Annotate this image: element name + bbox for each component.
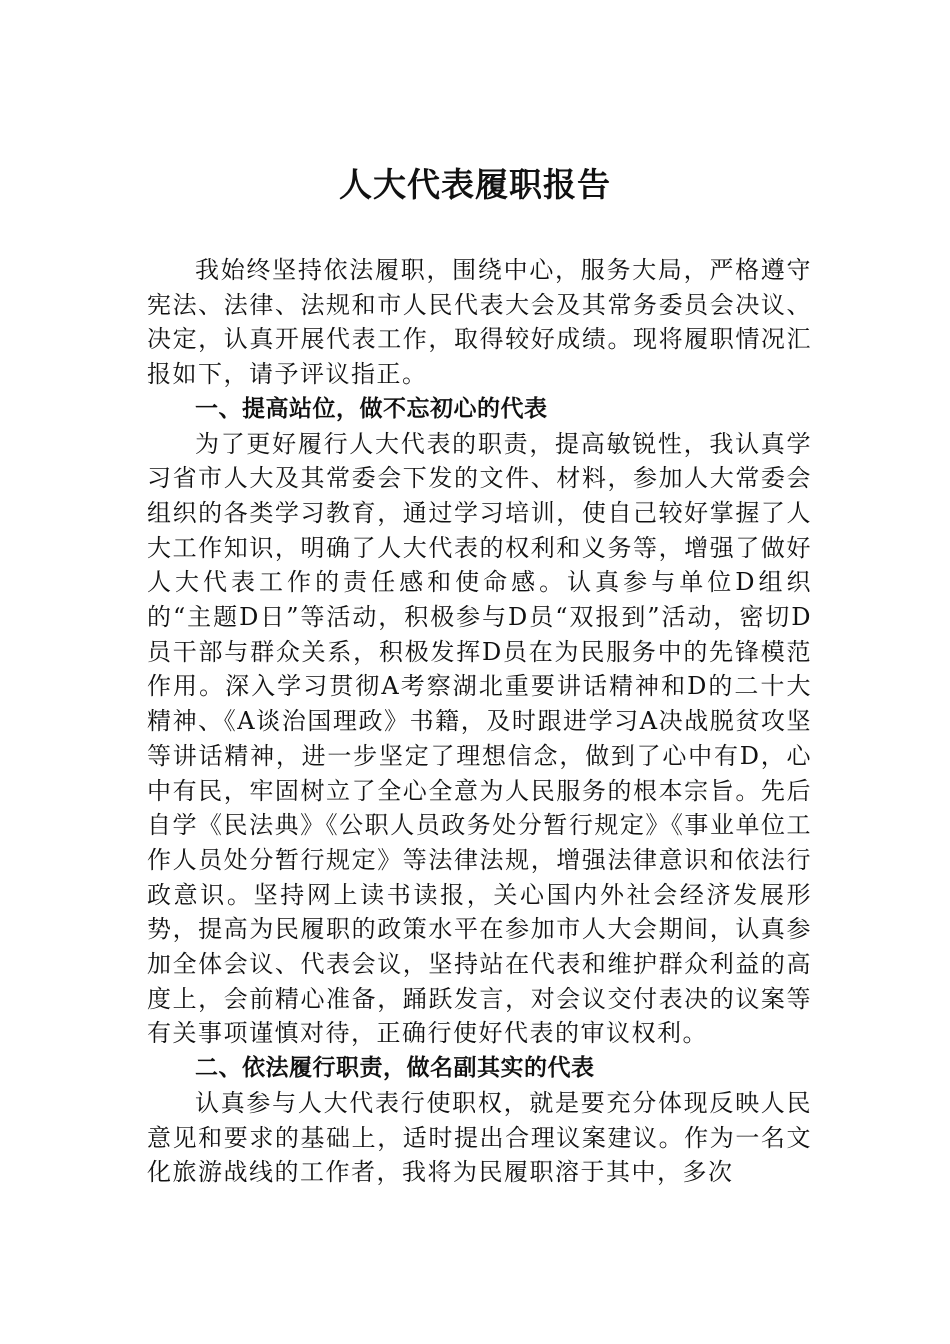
intro-paragraph: 我始终坚持依法履职，围绕中心，服务大局，严格遵守宪法、法律、法规和市人民代表大会及其常务委员会决议、决定，认真开展代表工作，取得较好成绩。现将履职情况汇报如下，请予评议指正。 <box>147 256 812 389</box>
document-title: 人大代表履职报告 <box>339 165 611 204</box>
section-1-paragraph: 为了更好履行人大代表的职责，提高敏锐性，我认真学习省市人大及其常委会下发的文件、材料，参加人大常委会组织的各类学习教育，通过学习培训，使自己较好掌握了人大工作知识，明确了人大代表的权利和义务等，增强了做好人大代表工作的责任感和使命感。认真参与单位D组织的“主题D日”等活动，积极参与D员“双报到”活动，密切D员干部与群众关系，积极发挥D员在为民服务中的先锋模范作用。深入学习贯彻A考察湖北重要讲话精神和D的二十大精神、《A谈治国理政》书籍，及时跟进学习A决战脱贫攻坚等讲话精神，进一步坚定了理想信念，做到了心中有D，心中有民，牢固树立了全心全意为人民服务的根本宗旨。先后自学《民法典》《公职人员政务处分暂行规定》《事业单位工作人员处分暂行规定》等法律法规，增强法律意识和依法行政意识。坚持网上读书读报，关心国内外社会经济发展形势，提高为民履职的政策水平在参加市人大会期间，认真参加全体会议、代表会议，坚持站在代表和维护群众利益的高度上，会前精心准备，踊跃发言，对会议交付表决的议案等有关事项谨慎对待，正确行使好代表的审议权利。 <box>147 429 812 1048</box>
section-1-heading: 一、提高站位，做不忘初心的代表 <box>195 395 548 422</box>
document-body <box>147 253 812 1190</box>
section-2-paragraph: 认真参与人大代表行使职权，就是要充分体现反映人民意见和要求的基础上，适时提出合理议案建议。作为一名文化旅游战线的工作者，我将为民履职溶于其中，多次 <box>147 1088 812 1187</box>
section-2-heading: 二、依法履行职责，做名副其实的代表 <box>195 1055 595 1082</box>
